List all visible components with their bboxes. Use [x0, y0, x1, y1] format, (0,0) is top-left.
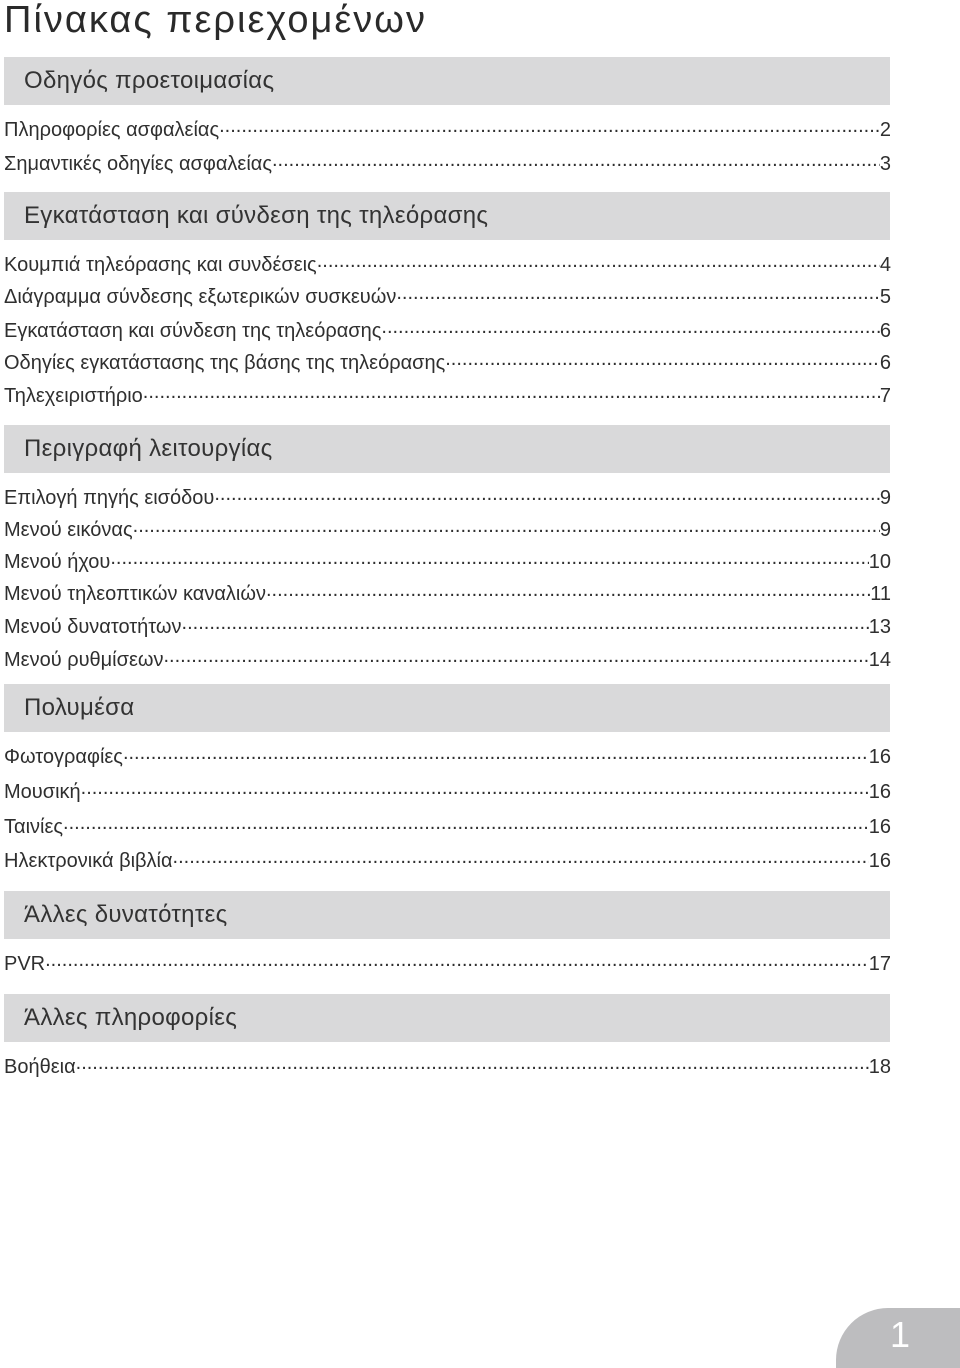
- toc-entry-page: 2: [879, 119, 891, 141]
- toc-entry-tv-installation[interactable]: [4, 317, 891, 347]
- toc-entry-sound-menu[interactable]: [4, 548, 891, 578]
- dot-leader: [163, 646, 868, 666]
- toc-entry-label: Μουσική: [4, 781, 81, 803]
- toc-entry-ebooks[interactable]: [4, 847, 891, 877]
- toc-entry-music[interactable]: [4, 778, 891, 808]
- toc-entry-label: Εγκατάσταση και σύνδεση της τηλεόρασης: [4, 320, 382, 342]
- dot-leader: [266, 580, 870, 600]
- toc-entry-label: Ηλεκτρονικά βιβλία: [4, 850, 173, 872]
- toc-entry-label: Βοήθεια: [4, 1056, 76, 1078]
- toc-entry-page: 4: [879, 254, 891, 276]
- toc-entry-page: 9: [879, 487, 891, 509]
- toc-entry-important-safety[interactable]: [4, 150, 891, 180]
- toc-entry-label: Διάγραμμα σύνδεσης εξωτερικών συσκευών: [4, 286, 397, 308]
- toc-entry-remote-control[interactable]: [4, 382, 891, 412]
- toc-entry-page: 9: [879, 519, 891, 541]
- dot-leader: [123, 743, 869, 763]
- toc-entry-label: PVR: [4, 953, 46, 975]
- dot-leader: [219, 116, 880, 136]
- dot-leader: [445, 349, 880, 369]
- toc-entry-settings-menu[interactable]: [4, 646, 891, 676]
- dot-leader: [381, 317, 879, 337]
- dot-leader: [173, 847, 869, 867]
- toc-entry-label: Σημαντικές οδηγίες ασφαλείας: [4, 153, 272, 175]
- toc-entry-page: 16: [868, 850, 891, 872]
- toc-entry-label: Φωτογραφίες: [4, 746, 123, 768]
- toc-entry-page: 17: [868, 953, 891, 975]
- toc-entry-pvr[interactable]: [4, 950, 891, 980]
- page-title: Πίνακας περιεχομένων: [4, 0, 427, 41]
- toc-entry-page: 5: [879, 286, 891, 308]
- toc-entry-page: 14: [868, 649, 891, 671]
- dot-leader: [45, 950, 869, 970]
- dot-leader: [76, 1053, 869, 1073]
- page-number: 1: [890, 1314, 911, 1355]
- toc-entry-label: Μενού ήχου: [4, 551, 111, 573]
- section-header-multimedia: Πολυμέσα: [4, 684, 890, 732]
- dot-leader: [110, 548, 868, 568]
- toc-entry-page: 13: [868, 616, 891, 638]
- dot-leader: [317, 251, 880, 271]
- toc-entry-label: Μενού τηλεοπτικών καναλιών: [4, 583, 266, 605]
- dot-leader: [182, 613, 869, 633]
- dot-leader: [214, 484, 880, 504]
- toc-entry-label: Ταινίες: [4, 816, 64, 838]
- toc-entry-label: Κουμπιά τηλεόρασης και συνδέσεις: [4, 254, 317, 276]
- toc-entry-page: 3: [879, 153, 891, 175]
- toc-entry-label: Επιλογή πηγής εισόδου: [4, 487, 215, 509]
- section-header-installation: Εγκατάσταση και σύνδεση της τηλεόρασης: [4, 192, 890, 240]
- toc-entry-page: 18: [868, 1056, 891, 1078]
- toc-entry-page: 7: [879, 385, 891, 407]
- dot-leader: [81, 778, 869, 798]
- dot-leader: [143, 382, 880, 402]
- toc-entry-label: Μενού εικόνας: [4, 519, 133, 541]
- toc-entry-channel-menu[interactable]: [4, 580, 891, 610]
- toc-entry-movies[interactable]: [4, 813, 891, 843]
- section-header-other-info: Άλλες πληροφορίες: [4, 994, 890, 1042]
- toc-entry-label: Μενού ρυθμίσεων: [4, 649, 164, 671]
- toc-entry-buttons-connections[interactable]: [4, 251, 891, 281]
- toc-entry-help[interactable]: [4, 1053, 891, 1083]
- toc-entry-input-source[interactable]: [4, 484, 891, 514]
- toc-entry-label: Οδηγίες εγκατάστασης της βάσης της τηλεόρασης: [4, 352, 446, 374]
- toc-entry-connection-diagram[interactable]: [4, 283, 891, 313]
- toc-entry-label: Πληροφορίες ασφαλείας: [4, 119, 220, 141]
- toc-entry-stand-instructions[interactable]: [4, 349, 891, 379]
- toc-entry-page: 16: [868, 746, 891, 768]
- toc-entry-page: 10: [868, 551, 891, 573]
- section-header-other-features: Άλλες δυνατότητες: [4, 891, 890, 939]
- toc-entry-page: 16: [868, 781, 891, 803]
- toc-entry-label: Μενού δυνατοτήτων: [4, 616, 182, 638]
- toc-entry-page: 11: [870, 583, 891, 605]
- toc-entry-label: Τηλεχειριστήριο: [4, 385, 143, 407]
- section-header-preparation: Οδηγός προετοιμασίας: [4, 57, 890, 105]
- toc-entry-picture-menu[interactable]: [4, 516, 891, 546]
- dot-leader: [133, 516, 880, 536]
- dot-leader: [63, 813, 869, 833]
- toc-entry-photos[interactable]: [4, 743, 891, 773]
- section-header-operation: Περιγραφή λειτουργίας: [4, 425, 890, 473]
- dot-leader: [396, 283, 880, 303]
- toc-entry-page: 6: [879, 320, 891, 342]
- toc-entry-page: 6: [879, 352, 891, 374]
- toc-entry-features-menu[interactable]: [4, 613, 891, 643]
- dot-leader: [272, 150, 880, 170]
- toc-entry-safety-info[interactable]: [4, 116, 891, 146]
- toc-entry-page: 16: [868, 816, 891, 838]
